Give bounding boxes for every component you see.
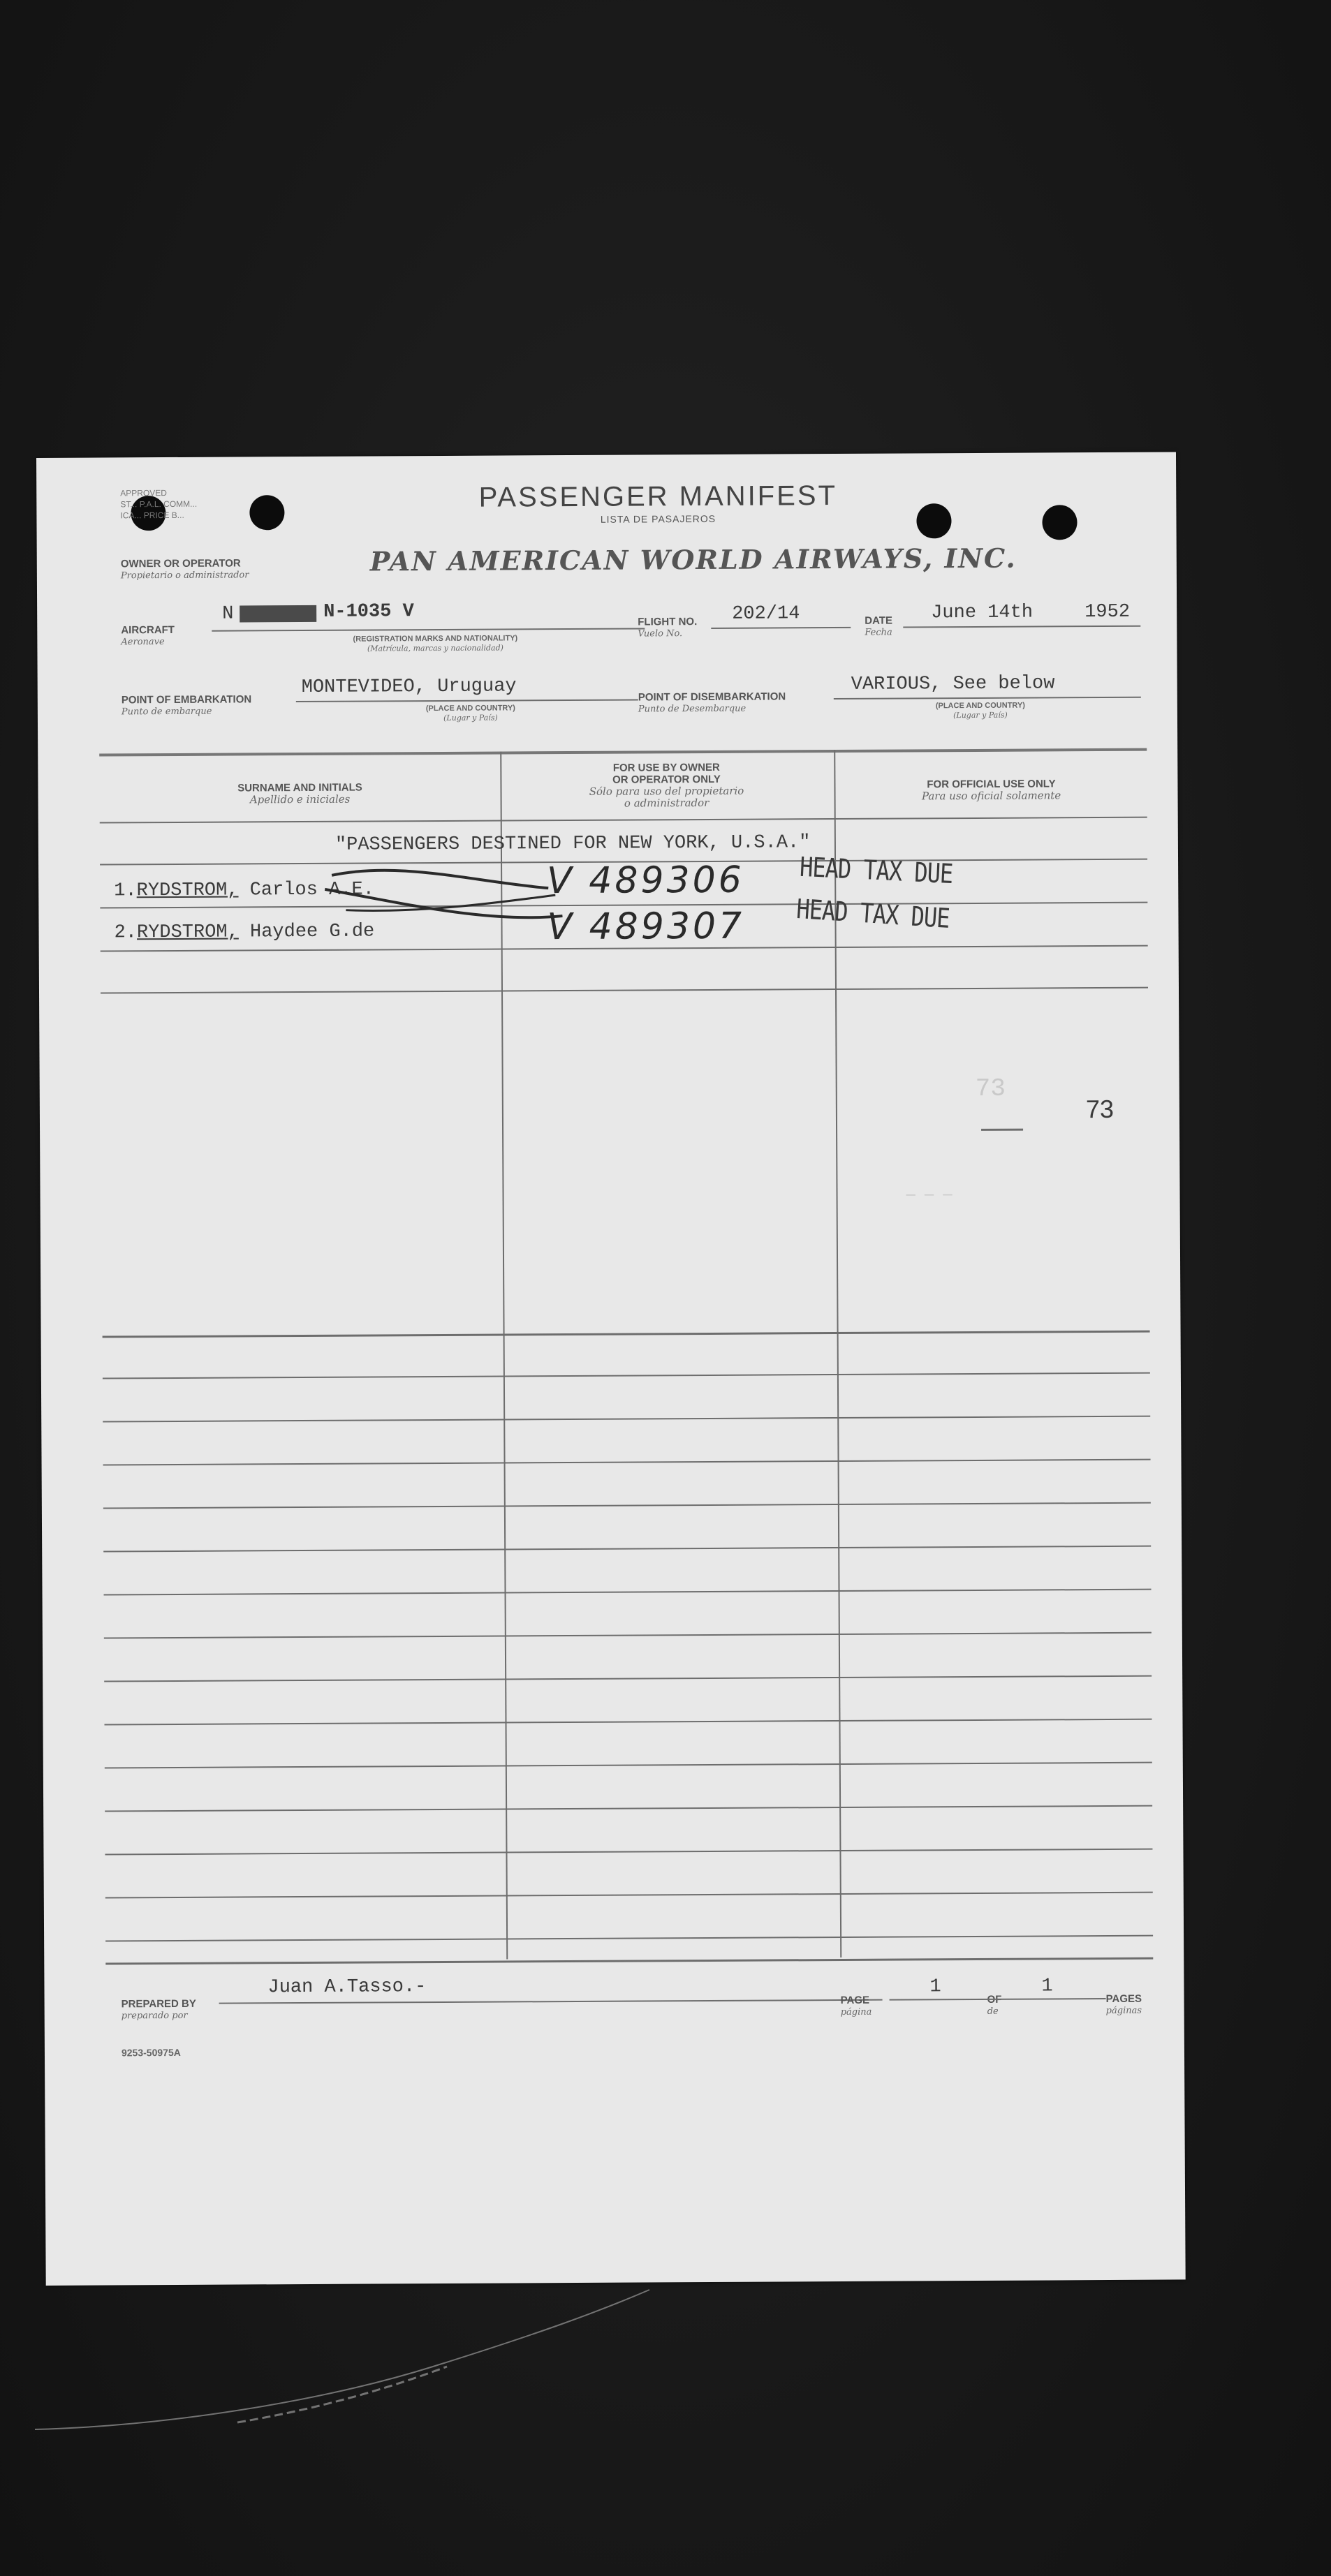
passenger-surname: RYDSTROM, [136,921,239,944]
place-note-en: (PLACE AND COUNTRY) [425,704,515,713]
airline-name: PAN AMERICAN WORLD AIRWAYS, INC. [369,542,1017,577]
disembarkation-value: VARIOUS, See below [851,673,1055,695]
ruled-row-line [103,1502,1151,1509]
embarkation-value: MONTEVIDEO, Uruguay [301,676,517,699]
prepared-by-label [122,1999,196,2022]
column-header-official-use-es: Para uso oficial solamente [921,789,1061,803]
flight-no-label-es: Vuelo No. [638,628,683,639]
passenger-number: 1. [114,880,137,902]
flight-no-label-en: FLIGHT NO. [638,616,698,628]
approval-line: APPROVED [120,488,167,498]
disembarkation-label [638,691,786,715]
column-header-owner-use-en1: FOR USE BY OWNER [612,761,720,774]
embarkation-line [296,699,638,702]
handwritten-visa-number: V 489307 [547,905,745,949]
disembarkation-place-note [900,701,1061,720]
ruled-row-line [103,1416,1150,1423]
page-label [841,1995,872,2018]
pen-strike-marks [318,846,570,931]
form-subtitle: LISTA DE PASAJEROS [600,512,716,525]
ruled-row-line [104,1719,1152,1726]
date-line [903,626,1140,628]
place-note-es: (Lugar y País) [953,710,1008,720]
pages-label-es: páginas [1105,2005,1142,2017]
passenger-given-name: Carlos A.E. [249,879,374,901]
table-bottom-border [105,1957,1153,1965]
column-header-official-use [851,778,1131,803]
date-label-en: DATE [865,614,893,627]
prepared-by-es: preparado por [121,2010,188,2022]
column-header-owner-use-es2: o administrador [624,796,709,810]
ruled-row-line [103,1372,1150,1379]
margin-number: 73 [1085,1094,1115,1124]
form-title: PASSENGER MANIFEST [478,480,838,513]
manifest-page [36,452,1186,2286]
margin-dash [981,1129,1023,1131]
ruled-row-line [104,1632,1152,1639]
prepared-by-line [219,1999,883,2004]
page-label-en: PAGE [840,1994,870,2007]
column-header-surname-en: SURNAME AND INITIALS [237,781,362,794]
place-note-es: (Lugar y País) [443,713,498,723]
prepared-by-en: PREPARED BY [121,1997,196,2011]
destination-note: "PASSENGERS DESTINED FOR NEW YORK, U.S.A." [334,832,811,856]
flight-year: 1952 [1084,601,1131,623]
aircraft-label-en: AIRCRAFT [121,623,175,637]
approval-line: ICA... PRICE B... [120,510,184,521]
aircraft-registration: N-1035 V [323,601,414,623]
column-header-official-use-en: FOR OFFICIAL USE ONLY [927,778,1056,791]
aircraft-label-es: Aeronave [121,637,165,648]
passenger-surname: RYDSTROM, [136,880,239,902]
place-note-en: (PLACE AND COUNTRY) [935,701,1025,711]
owner-label-es: Propietario o administrador [120,570,249,582]
flight-line [711,627,851,629]
passenger-number: 2. [114,922,138,944]
ruled-row-line [105,1892,1153,1899]
ruled-row-line [105,1849,1152,1856]
head-tax-stamp: HEAD TAX DUE [799,850,954,890]
flight-date: June 14th [931,602,1034,624]
column-header-surname-es: Apellido e iniciales [249,792,351,806]
owner-label [121,558,249,582]
disembarkation-label-es: Punto de Desembarque [638,703,747,715]
of-label [987,1994,1002,2018]
embarkation-label-es: Punto de embarque [121,706,212,718]
page-number: 1 [929,1976,941,1998]
column-header-owner-use-en2: OR OPERATOR ONLY [612,773,721,786]
flight-number: 202/14 [732,603,800,625]
table-rule-heavy [103,1331,1150,1338]
column-header-owner-use [520,761,813,810]
table-top-border [99,748,1147,757]
aircraft-reg-prefix: N [222,603,234,625]
ruled-row-line [105,1805,1152,1812]
head-tax-stamp: HEAD TAX DUE [795,892,950,935]
punch-hole [916,503,951,538]
pages-label [1106,1994,1142,2017]
form-number: 9253-50975A [121,2046,181,2059]
table-column-divider [500,752,508,1960]
row-line [101,987,1148,994]
embarkation-label [122,694,252,718]
passenger-given-name: Haydee G.de [249,921,375,943]
registration-note [309,634,561,654]
date-label [865,616,892,639]
handwritten-visa-number: V 489306 [547,859,744,903]
disembarkation-label-en: POINT OF DISEMBARKATION [638,690,786,704]
prepared-by-name: Juan A.Tasso.- [267,1976,427,1999]
column-header-surname [122,781,478,807]
embarkation-label-en: POINT OF EMBARKATION [121,693,252,706]
registration-note-en: (REGISTRATION MARKS AND NATIONALITY) [353,634,518,644]
flight-no-label [638,616,697,639]
column-header-owner-use-es1: Sólo para uso del propietario [589,784,744,798]
registration-note-es: (Matrícula, marcas y nacionalidad) [367,643,503,653]
owner-label-en: OWNER OR OPERATOR [120,557,241,570]
embarkation-place-note [390,704,551,723]
aircraft-line [212,628,645,631]
bleed-through-mark: 73 [975,1074,1006,1103]
table-column-divider [834,750,841,1957]
header-bottom-line [100,817,1147,824]
ruled-row-line [104,1675,1152,1682]
bleed-through-mark: — — — [906,1186,953,1204]
redaction-mark [240,605,316,623]
ruled-row-line [104,1589,1152,1596]
ruled-row-line [103,1459,1151,1466]
total-pages: 1 [1041,1976,1053,1997]
page-label-es: página [840,2006,872,2018]
date-label-es: Fecha [865,627,892,638]
ruled-row-line [105,1762,1152,1769]
scan-scratch [28,2283,656,2443]
aircraft-label [121,625,175,648]
approval-line: ST... P.A.L. COMM... [120,498,198,510]
ruled-row-line [105,1935,1153,1942]
punch-hole [249,495,284,530]
pages-label-en: PAGES [1105,1992,1142,2006]
punch-hole [1042,505,1077,540]
disembarkation-line [834,697,1141,699]
of-label-es: de [987,2006,999,2017]
ruled-row-line [103,1546,1151,1553]
